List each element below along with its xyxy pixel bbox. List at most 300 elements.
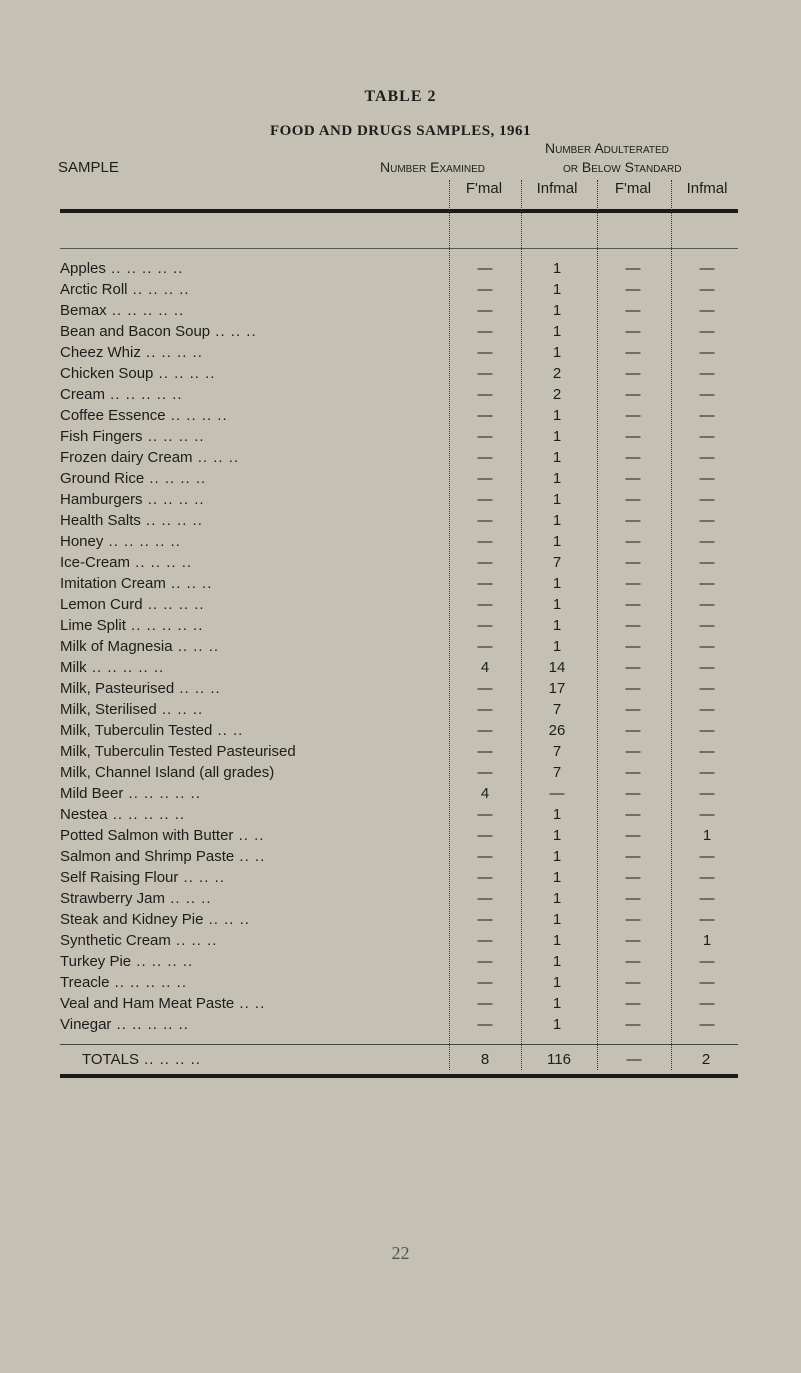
samples-table [60,258,740,1035]
cell-adulterated-formal: — [625,890,641,907]
leader-dots: .. .. .. .. .. [86,659,165,676]
cell-examined-formal: — [477,386,493,403]
sample-label: Fish Fingers [60,428,143,445]
cell-examined-formal: — [477,743,493,760]
leader-dots: .. .. .. .. .. [105,260,184,277]
sample-label: Self Raising Flour [60,869,179,886]
leader-dots: .. .. .. .. [140,344,203,361]
sample-name [60,573,212,594]
sample-label: Honey [60,533,104,550]
sample-name [60,363,215,384]
sample-name [60,384,183,405]
cell-examined-formal: — [477,470,493,487]
cell-examined-informal: 1 [552,470,562,487]
cell-adulterated-informal: — [699,722,715,739]
sample-label: Cream [60,386,106,403]
cell-examined-formal: — [477,512,493,529]
cell-adulterated-formal: — [625,953,641,970]
cell-examined-informal: 1 [552,407,562,424]
page-number: 22 [391,1243,410,1263]
header-adulterated-2: or Below Standard [563,159,682,175]
cell-adulterated-formal: — [625,848,641,865]
table-row [60,321,740,342]
cell-adulterated-formal: — [625,323,641,340]
cell-adulterated-formal: — [625,680,641,697]
cell-examined-informal: 1 [552,449,562,466]
table-row [60,615,740,636]
sample-name [60,321,257,342]
table-row [60,489,740,510]
cell-adulterated-informal: — [699,638,715,655]
table-row [60,825,740,846]
sample-name [60,846,265,867]
sample-name [60,489,205,510]
sample-label: Cheez Whiz [60,344,141,361]
sample-label: Coffee Essence [60,407,166,424]
sample-name [60,993,265,1014]
sample-label: Treacle [60,974,110,991]
sample-label: Frozen dairy Cream [60,449,193,466]
cell-examined-formal: — [477,869,493,886]
cell-adulterated-formal: — [625,260,641,277]
cell-adulterated-informal: — [699,953,715,970]
cell-examined-formal: — [477,974,493,991]
leader-dots: .. .. .. [170,932,218,949]
cell-adulterated-informal: — [699,365,715,382]
cell-adulterated-formal: — [625,743,641,760]
leader-dots: .. .. .. .. [153,365,216,382]
cell-adulterated-informal: 1 [702,827,712,844]
cell-adulterated-formal: — [625,344,641,361]
cell-adulterated-informal: — [699,848,715,865]
sample-name [60,447,239,468]
cell-adulterated-formal: — [625,449,641,466]
sample-label: Health Salts [60,512,141,529]
table-row [60,993,740,1014]
leader-dots: .. .. .. .. [138,1051,201,1068]
cell-adulterated-formal: — [625,869,641,886]
sample-name [60,741,296,762]
cell-examined-formal: — [477,449,493,466]
table-row [60,846,740,867]
cell-adulterated-formal: — [625,785,641,802]
sample-name [60,678,221,699]
table-row [60,300,740,321]
table-row [60,258,740,279]
cell-examined-informal: 17 [548,680,566,697]
cell-adulterated-formal: — [625,995,641,1012]
sample-label: Milk, Tuberculin Tested [60,722,213,739]
leader-dots: .. .. .. [192,449,240,466]
sample-name [60,657,164,678]
cell-examined-formal: — [477,302,493,319]
cell-adulterated-formal: — [625,428,641,445]
cell-adulterated-informal: — [699,533,715,550]
cell-adulterated-informal: — [699,659,715,676]
cell-adulterated-informal: — [699,575,715,592]
cell-examined-formal: — [477,848,493,865]
leader-dots: .. .. .. [165,890,212,907]
table-row [60,867,740,888]
cell-adulterated-informal: — [699,323,715,340]
header-examined-informal: Infmal [536,180,578,197]
cell-examined-informal: 1 [552,260,562,277]
leader-dots: .. .. .. .. .. [111,1016,189,1033]
sample-label: Synthetic Cream [60,932,171,949]
table-row [60,468,740,489]
sample-name [60,825,264,846]
leader-dots: .. .. .. [156,701,204,718]
cell-examined-informal: 1 [552,974,562,991]
cell-adulterated-formal: — [625,974,641,991]
cell-adulterated-informal: — [699,680,715,697]
table-row [60,699,740,720]
cell-examined-informal: 1 [552,869,562,886]
cell-adulterated-informal: 1 [702,932,712,949]
sample-label: Milk, Pasteurised [60,680,175,697]
cell-examined-formal: — [477,365,493,382]
leader-dots: .. .. .. .. [144,470,207,487]
cell-adulterated-informal: — [699,701,715,718]
cell-examined-formal: — [477,533,493,550]
cell-examined-informal: 1 [552,512,562,529]
table-row [60,720,740,741]
header-examined-formal: F'mal [465,180,503,197]
cell-adulterated-formal: — [625,491,641,508]
cell-adulterated-informal: — [699,470,715,487]
cell-adulterated-formal: — [625,554,641,571]
cell-adulterated-formal: — [625,617,641,634]
leader-dots: .. .. .. .. .. [103,533,181,550]
cell-examined-informal: 2 [552,365,562,382]
sample-label: Lime Split [60,617,126,634]
sample-label: Ground Rice [60,470,145,487]
table-row [60,888,740,909]
cell-examined-informal: 1 [552,533,562,550]
sample-name [60,510,203,531]
cell-adulterated-formal: — [625,806,641,823]
cell-examined-formal: — [477,491,493,508]
cell-examined-formal: — [477,911,493,928]
leader-dots: .. .. .. .. [140,512,203,529]
cell-examined-informal: 1 [552,890,562,907]
cell-adulterated-informal: — [699,1016,715,1033]
sample-label: Ice-Cream [60,554,131,571]
leader-dots: .. .. .. .. [130,554,193,571]
cell-examined-informal: 7 [552,701,562,718]
sample-label: Bemax [60,302,107,319]
sample-name [60,762,274,783]
leader-dots: .. .. .. .. [142,491,205,508]
table-row [60,510,740,531]
cell-adulterated-informal: — [699,596,715,613]
header-rule [60,248,738,249]
sample-name [60,468,206,489]
total-adulterated-informal: 2 [701,1051,711,1068]
cell-adulterated-formal: — [625,365,641,382]
table-row [60,573,740,594]
header-examined: Number Examined [380,159,486,175]
cell-adulterated-informal: — [699,428,715,445]
cell-adulterated-informal: — [699,302,715,319]
sample-label: Chicken Soup [60,365,154,382]
cell-examined-formal: — [477,596,493,613]
totals-text: TOTALS [82,1051,139,1068]
totals-rule [60,1044,738,1045]
total-examined-informal: 116 [547,1051,571,1068]
sample-label: Milk, Tuberculin Tested Pasteurised [60,743,296,760]
cell-examined-informal: 26 [548,722,566,739]
sample-name [60,258,183,279]
sample-label: Steak and Kidney Pie [60,911,204,928]
cell-adulterated-formal: — [625,512,641,529]
cell-adulterated-formal: — [625,722,641,739]
cell-adulterated-informal: — [699,743,715,760]
sample-label: Vinegar [60,1016,112,1033]
cell-examined-formal: — [477,260,493,277]
cell-examined-formal: — [477,344,493,361]
cell-examined-formal: — [477,701,493,718]
sample-label: Milk, Sterilised [60,701,157,718]
cell-adulterated-formal: — [625,407,641,424]
table-row [60,531,740,552]
leader-dots: .. .. .. .. .. [105,386,183,403]
cell-examined-formal: — [477,806,493,823]
cell-adulterated-formal: — [625,764,641,781]
table-row [60,279,740,300]
sample-label: Milk [60,659,87,676]
leader-dots: .. .. .. .. .. [109,974,187,991]
leader-dots: .. .. .. .. .. [125,617,204,634]
leader-dots: .. .. .. [178,869,225,886]
table-row [60,342,740,363]
cell-adulterated-informal: — [699,764,715,781]
cell-adulterated-informal: — [699,806,715,823]
cell-adulterated-informal: — [699,890,715,907]
sample-label: Potted Salmon with Butter [60,827,234,844]
sample-label: Strawberry Jam [60,890,166,907]
sample-name [60,720,243,741]
sample-name [60,594,205,615]
cell-adulterated-formal: — [625,302,641,319]
header-adulterated-1: Number Adulterated [545,140,669,156]
cell-examined-informal: 1 [552,323,562,340]
cell-adulterated-informal: — [699,281,715,298]
table-row [60,636,740,657]
leader-dots: .. .. [234,848,266,865]
sample-name [60,909,250,930]
cell-examined-informal: 14 [548,659,566,676]
cell-adulterated-formal: — [625,281,641,298]
cell-adulterated-informal: — [699,491,715,508]
sample-name [60,300,184,321]
sample-label: Arctic Roll [60,281,128,298]
sample-name [60,867,225,888]
cell-examined-informal: 1 [552,806,562,823]
cell-examined-informal: 1 [552,596,562,613]
cell-examined-informal: 1 [552,638,562,655]
sample-name [60,636,219,657]
cell-examined-formal: — [477,638,493,655]
cell-adulterated-formal: — [625,575,641,592]
cell-examined-formal: — [477,995,493,1012]
sample-label: Imitation Cream [60,575,166,592]
cell-examined-formal: — [477,932,493,949]
cell-adulterated-formal: — [625,596,641,613]
table-row [60,783,740,804]
table-row [60,594,740,615]
table-row [60,678,740,699]
sample-label: Milk, Channel Island (all grades) [60,764,275,781]
bottom-rule [60,1074,738,1078]
cell-adulterated-informal: — [699,260,715,277]
sample-name [60,426,205,447]
sample-name [60,279,190,300]
sample-name [60,783,201,804]
header-sample: SAMPLE [58,159,119,176]
sample-label: Veal and Ham Meat Paste [60,995,235,1012]
cell-examined-formal: — [477,1016,493,1033]
table-row [60,447,740,468]
leader-dots: .. .. .. [165,575,213,592]
header-adulterated-informal: Infmal [686,180,728,197]
leader-dots: .. .. .. [203,911,250,928]
cell-examined-informal: 1 [552,911,562,928]
cell-examined-informal: 1 [552,575,562,592]
cell-examined-formal: — [477,407,493,424]
cell-examined-informal: 1 [552,827,562,844]
cell-examined-formal: — [477,680,493,697]
table-row [60,657,740,678]
sample-name [60,888,212,909]
cell-adulterated-formal: — [625,386,641,403]
cell-adulterated-formal: — [625,638,641,655]
cell-examined-informal: 1 [552,617,562,634]
table-title: FOOD AND DRUGS SAMPLES, 1961 [269,123,532,139]
table-row [60,1014,740,1035]
cell-examined-formal: — [477,428,493,445]
sample-name [60,1014,189,1035]
cell-examined-formal: — [477,554,493,571]
table-row [60,972,740,993]
cell-examined-formal: — [477,575,493,592]
sample-name [60,972,187,993]
top-rule [60,209,738,213]
total-adulterated-formal: — [626,1051,642,1068]
leader-dots: .. .. .. .. [165,407,228,424]
table-row [60,951,740,972]
sample-label: Milk of Magnesia [60,638,173,655]
cell-adulterated-formal: — [625,533,641,550]
table-row [60,426,740,447]
cell-adulterated-informal: — [699,869,715,886]
cell-examined-informal: 1 [552,302,562,319]
sample-name [60,930,217,951]
cell-examined-formal: 4 [480,785,490,802]
leader-dots: .. .. .. [174,680,221,697]
cell-examined-informal: 1 [552,1016,562,1033]
leader-dots: .. .. .. .. .. [107,806,186,823]
cell-examined-informal: 1 [552,995,562,1012]
cell-examined-formal: — [477,281,493,298]
leader-dots: .. .. .. .. .. [123,785,201,802]
sample-name [60,531,181,552]
table-row [60,930,740,951]
total-examined-formal: 8 [480,1051,490,1068]
table-row [60,552,740,573]
sample-name [60,405,228,426]
leader-dots: .. .. [233,827,265,844]
cell-adulterated-informal: — [699,386,715,403]
sample-label: Mild Beer [60,785,124,802]
leader-dots: .. .. .. .. [142,428,205,445]
cell-adulterated-informal: — [699,995,715,1012]
sample-name [60,615,203,636]
cell-examined-informal: 1 [552,848,562,865]
table-row [60,363,740,384]
table-row [60,384,740,405]
table-row [60,762,740,783]
leader-dots: .. .. .. .. [131,953,194,970]
cell-examined-formal: — [477,617,493,634]
table-row [60,909,740,930]
cell-adulterated-informal: — [699,512,715,529]
sample-label: Nestea [60,806,108,823]
leader-dots: .. .. .. .. [127,281,190,298]
cell-examined-informal: 7 [552,554,562,571]
leader-dots: .. .. [234,995,266,1012]
cell-examined-formal: 4 [480,659,490,676]
cell-adulterated-formal: — [625,470,641,487]
cell-examined-formal: — [477,764,493,781]
cell-adulterated-informal: — [699,554,715,571]
sample-label: Lemon Curd [60,596,143,613]
cell-examined-formal: — [477,722,493,739]
cell-examined-informal: 2 [552,386,562,403]
cell-adulterated-informal: — [699,974,715,991]
cell-adulterated-informal: — [699,785,715,802]
table-row [60,405,740,426]
sample-label: Bean and Bacon Soup [60,323,211,340]
totals-label [82,1050,201,1070]
cell-examined-informal: 1 [552,953,562,970]
cell-examined-informal: 1 [552,428,562,445]
cell-examined-informal: 1 [552,344,562,361]
cell-adulterated-informal: — [699,407,715,424]
sample-name [60,552,192,573]
cell-adulterated-formal: — [625,932,641,949]
cell-examined-informal: 7 [552,764,562,781]
cell-examined-informal: 1 [552,932,562,949]
cell-examined-informal: 7 [552,743,562,760]
cell-adulterated-informal: — [699,344,715,361]
cell-examined-formal: — [477,827,493,844]
sample-name [60,699,203,720]
sample-name [60,951,193,972]
cell-examined-informal: 1 [552,491,562,508]
sample-label: Salmon and Shrimp Paste [60,848,235,865]
sample-label: Turkey Pie [60,953,132,970]
sample-label: Hamburgers [60,491,143,508]
sample-label: Apples [60,260,106,277]
cell-examined-informal: — [549,785,565,802]
cell-adulterated-formal: — [625,1016,641,1033]
table-row [60,741,740,762]
cell-examined-formal: — [477,323,493,340]
cell-examined-informal: 1 [552,281,562,298]
cell-adulterated-formal: — [625,701,641,718]
leader-dots: .. .. .. [210,323,257,340]
